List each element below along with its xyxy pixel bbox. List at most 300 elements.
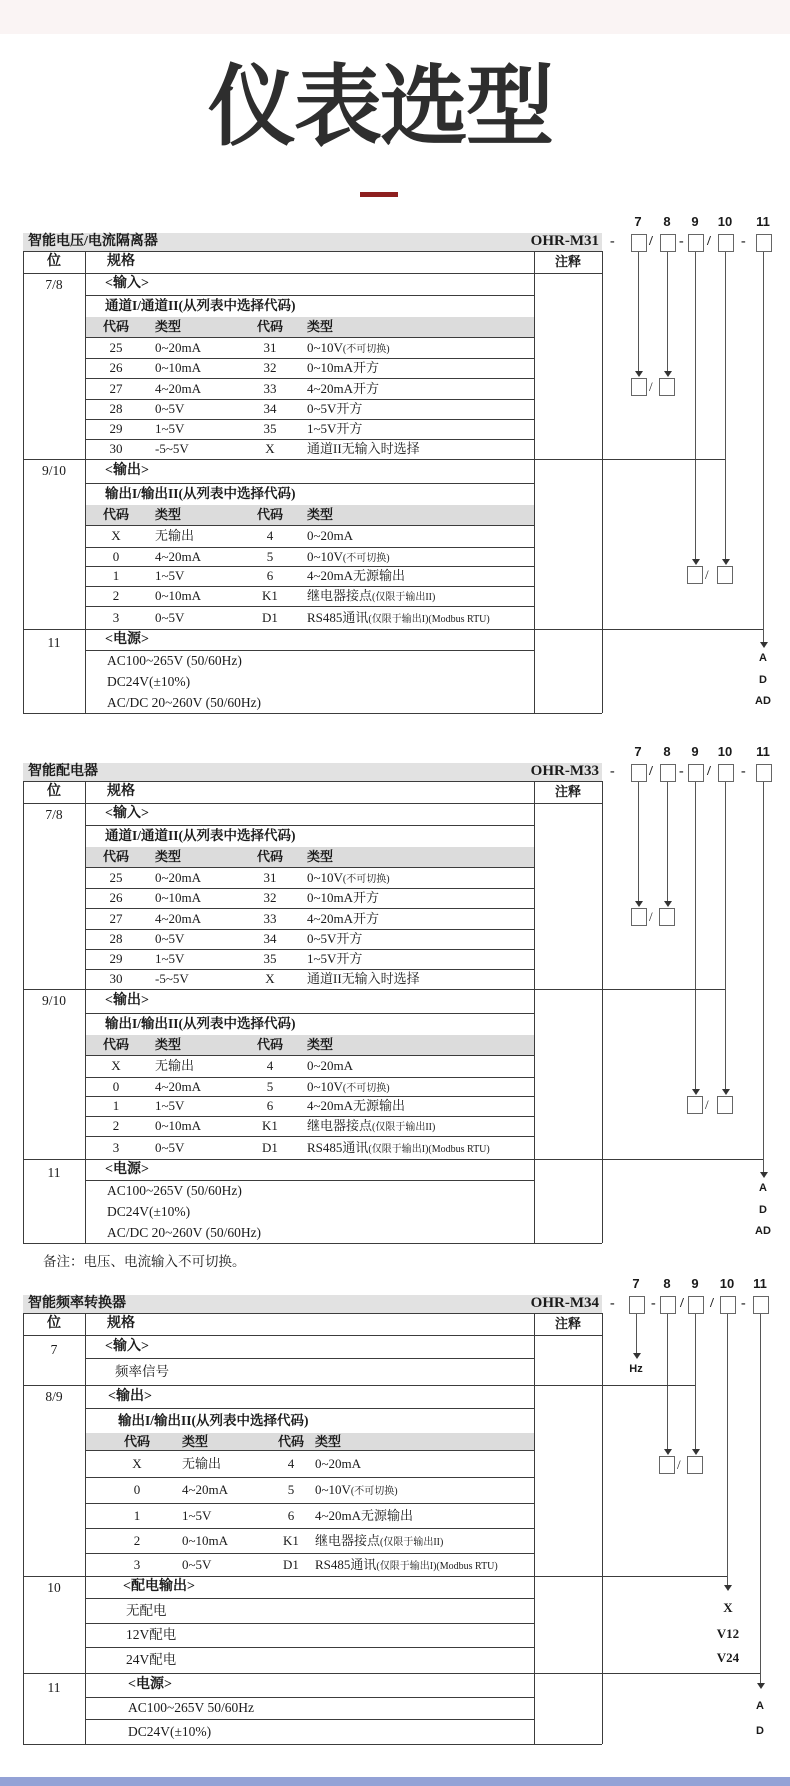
digit-label: 7 [632, 1276, 640, 1291]
code-cell: 3 [112, 610, 120, 625]
rule-line [602, 251, 603, 713]
section-title: <输出> [105, 993, 149, 1008]
rule-line [602, 1313, 603, 1744]
type-cell: 无输出 [155, 528, 195, 543]
type-cell: 4~20mA无源输出 [307, 1098, 406, 1113]
answer-code-letter: AD [755, 695, 771, 707]
section-pos: 11 [47, 635, 61, 650]
rule-line [23, 1673, 602, 1674]
section-subtitle: 通道I/通道II(从列表中选择代码) [105, 828, 296, 843]
code-separator: - [610, 234, 615, 249]
type-cell: 4~20mA无源输出 [315, 1508, 414, 1523]
section-subtitle: 输出I/输出II(从列表中选择代码) [105, 486, 296, 501]
code-cell: 31 [263, 870, 277, 885]
code-cell: K1 [262, 588, 278, 603]
pointer-line [638, 252, 639, 371]
pointer-line [667, 782, 668, 901]
section-leader-line [602, 989, 725, 990]
arrow-down-icon [760, 1172, 768, 1178]
rule-line [23, 1744, 602, 1745]
pair-slash: / [705, 567, 709, 582]
code-cell: K1 [283, 1533, 299, 1548]
code-cell: K1 [262, 1118, 278, 1133]
code-header-cell: 类型 [307, 849, 334, 864]
code-separator: / [649, 764, 653, 779]
code-cell: 2 [112, 1118, 120, 1133]
type-cell: 0~10V(不可切换) [315, 1482, 398, 1497]
code-cell: 3 [133, 1557, 141, 1572]
type-cell: 0~5V [155, 931, 185, 946]
code-separator: / [707, 764, 711, 779]
pointer-line [695, 782, 696, 1089]
option-row: AC100~265V 50/60Hz [128, 1700, 254, 1715]
digit-label: 10 [717, 744, 733, 759]
answer-code-letter: A [759, 652, 767, 664]
pair-slash: / [649, 909, 653, 924]
type-cell: 4~20mA无源输出 [307, 568, 406, 583]
code-cell: D1 [262, 610, 278, 625]
code-cell: 28 [109, 401, 123, 416]
section-title: <电源> [105, 632, 149, 647]
code-cell: 1 [112, 1098, 120, 1113]
code-separator: - [741, 1296, 746, 1311]
arrow-down-icon [635, 901, 643, 907]
code-box [688, 234, 704, 252]
option-row: 24V配电 [126, 1652, 177, 1667]
code-cell: 28 [109, 931, 123, 946]
type-cell: 继电器接点(仅限于输出II) [307, 588, 436, 603]
type-cell: 0~20mA [155, 340, 202, 355]
rule-line [85, 1647, 534, 1648]
type-cell: 0~10mA [155, 360, 202, 375]
code-cell: 35 [263, 421, 277, 436]
code-box [756, 234, 772, 252]
code-box [659, 1456, 675, 1474]
code-box [756, 764, 772, 782]
pointer-line [695, 252, 696, 559]
type-cell: 1~5V [155, 421, 185, 436]
code-cell: 34 [263, 931, 277, 946]
type-cell: 0~10mA开方 [307, 890, 380, 905]
pointer-line [667, 1314, 668, 1449]
pointer-line [695, 1314, 696, 1449]
type-cell: RS485通讯(仅限于输出I)(Modbus RTU) [307, 610, 490, 625]
code-header-cell: 类型 [155, 319, 182, 334]
col-header-spec: 规格 [107, 1316, 135, 1331]
code-box [631, 234, 647, 252]
code-box [660, 764, 676, 782]
product-name: 智能电压/电流隔离器 [28, 234, 158, 249]
col-header-pos: 位 [47, 784, 61, 799]
code-separator: - [610, 1296, 615, 1311]
digit-label: 9 [691, 744, 699, 759]
arrow-down-icon [692, 1449, 700, 1455]
note-text: 备注：电压、电流输入不可切换。 [43, 1254, 246, 1269]
digit-label: 11 [753, 1276, 767, 1291]
option-row: DC24V(±10%) [107, 674, 191, 689]
answer-code-letter: A [759, 1182, 767, 1194]
product-bar [23, 233, 602, 251]
code-box [631, 378, 647, 396]
code-header-cell: 类型 [315, 1434, 342, 1449]
code-cell: 25 [109, 870, 123, 885]
arrow-down-icon [664, 371, 672, 377]
type-cell: 0~10V(不可切换) [307, 870, 390, 885]
code-cell: 6 [287, 1508, 295, 1523]
code-cell: D1 [283, 1557, 299, 1572]
code-separator: - [651, 1296, 656, 1311]
col-header-pos: 位 [47, 254, 61, 269]
arrow-down-icon [635, 371, 643, 377]
arrow-down-icon [633, 1353, 641, 1359]
option-row: 频率信号 [115, 1364, 169, 1379]
option-row: 无配电 [126, 1603, 167, 1618]
type-cell: 0~5V开方 [307, 401, 363, 416]
section-title: <输出> [108, 1389, 152, 1404]
type-cell: 4~20mA开方 [307, 911, 380, 926]
pointer-line [725, 252, 726, 559]
section-leader-line [602, 1385, 695, 1386]
code-header-cell: 类型 [155, 507, 182, 522]
section-pos: 9/10 [41, 463, 66, 478]
option-row: AC/DC 20~260V (50/60Hz) [107, 695, 262, 710]
code-cell: 30 [109, 441, 123, 456]
code-cell: 33 [263, 911, 277, 926]
arrow-down-icon [757, 1683, 765, 1689]
section-leader-line [602, 1159, 763, 1160]
code-cell: 32 [263, 890, 277, 905]
section-pos: 10 [47, 1580, 61, 1595]
code-box [629, 1296, 645, 1314]
section-subtitle: 输出I/输出II(从列表中选择代码) [118, 1413, 309, 1428]
code-cell: X [111, 528, 121, 543]
code-box [688, 1296, 704, 1314]
digit-label: 8 [663, 214, 671, 229]
digit-label: 7 [634, 214, 642, 229]
answer-code-letter: D [759, 1204, 767, 1216]
type-cell: 0~10mA [155, 890, 202, 905]
type-cell: 1~5V开方 [307, 951, 363, 966]
code-cell: 2 [133, 1533, 141, 1548]
code-header-cell: 代码 [277, 1434, 304, 1449]
col-header-pos: 位 [47, 1316, 61, 1331]
pointer-line [667, 252, 668, 371]
type-cell: 0~5V [182, 1557, 212, 1572]
product-model: OHR-M33 [530, 763, 599, 779]
option-row: DC24V(±10%) [128, 1724, 212, 1739]
digit-label: 9 [691, 214, 699, 229]
type-cell: RS485通讯(仅限于输出I)(Modbus RTU) [315, 1557, 498, 1572]
pair-slash: / [677, 1457, 681, 1472]
page-title: 仪表选型 [207, 55, 552, 158]
digit-label: 8 [663, 1276, 671, 1291]
product-model: OHR-M34 [530, 1295, 599, 1311]
section-subtitle: 输出I/输出II(从列表中选择代码) [105, 1016, 296, 1031]
code-header-cell: 类型 [155, 1037, 182, 1052]
col-header-note: 注释 [554, 784, 581, 799]
type-cell: 1~5V [182, 1508, 212, 1523]
type-cell: 4~20mA [155, 549, 202, 564]
code-separator: / [707, 234, 711, 249]
rule-line [23, 713, 602, 714]
code-header-cell: 代码 [256, 319, 283, 334]
code-header-cell: 类型 [155, 849, 182, 864]
type-cell: 0~20mA [307, 528, 354, 543]
code-box [687, 1096, 703, 1114]
digit-label: 10 [719, 1276, 735, 1291]
code-cell: 30 [109, 971, 123, 986]
code-separator: / [680, 1296, 684, 1311]
pointer-line [725, 782, 726, 1089]
code-cell: 26 [109, 360, 123, 375]
pointer-line [763, 782, 764, 1172]
code-box [718, 764, 734, 782]
type-cell: 0~10mA [155, 1118, 202, 1133]
section-title: <输入> [105, 1339, 149, 1354]
type-cell: 4~20mA [155, 381, 202, 396]
section-pos: 7 [50, 1342, 58, 1357]
code-box [753, 1296, 769, 1314]
pair-slash: / [649, 379, 653, 394]
code-header-cell: 代码 [102, 1037, 129, 1052]
type-cell: 无输出 [155, 1058, 195, 1073]
code-header-cell: 类型 [307, 319, 334, 334]
code-cell: 35 [263, 951, 277, 966]
section-pos: 11 [47, 1165, 61, 1180]
code-cell: 0 [112, 549, 120, 564]
pointer-line [636, 1314, 637, 1353]
code-cell: X [265, 971, 275, 986]
pointer-line [638, 782, 639, 901]
code-cell: 3 [112, 1140, 120, 1155]
type-cell: -5~5V [155, 971, 189, 986]
code-cell: 0 [112, 1079, 120, 1094]
type-cell: 1~5V开方 [307, 421, 363, 436]
digit-label: 10 [717, 214, 733, 229]
code-cell: X [265, 441, 275, 456]
code-separator: - [741, 764, 746, 779]
code-box [659, 378, 675, 396]
section-title: <输入> [105, 806, 149, 821]
code-header-cell: 类型 [307, 507, 334, 522]
type-cell: 0~5V开方 [307, 931, 363, 946]
arrow-down-icon [664, 901, 672, 907]
answer-code-letter: V24 [716, 1650, 740, 1665]
pointer-line [763, 252, 764, 642]
type-cell: 1~5V [155, 1098, 185, 1113]
product-bar [23, 1295, 602, 1313]
rule-line [23, 1243, 602, 1244]
section-pos: 9/10 [41, 993, 66, 1008]
code-box [717, 1096, 733, 1114]
code-box [660, 1296, 676, 1314]
arrow-down-icon [722, 559, 730, 565]
digit-label: 9 [691, 1276, 699, 1291]
code-cell: 4 [266, 1058, 274, 1073]
section-pos: 8/9 [45, 1389, 63, 1404]
option-row: DC24V(±10%) [107, 1204, 191, 1219]
type-cell: -5~5V [155, 441, 189, 456]
type-cell: 0~20mA [307, 1058, 354, 1073]
option-row: AC100~265V (50/60Hz) [107, 1183, 242, 1198]
code-box [659, 908, 675, 926]
type-cell: 0~10mA开方 [307, 360, 380, 375]
code-cell: 2 [112, 588, 120, 603]
code-header-cell: 代码 [256, 507, 283, 522]
digit-label: 8 [663, 744, 671, 759]
code-cell: 0 [133, 1482, 141, 1497]
code-cell: 4 [287, 1456, 295, 1471]
code-box [631, 764, 647, 782]
arrow-down-icon [664, 1449, 672, 1455]
type-cell: 无输出 [182, 1456, 222, 1471]
col-header-spec: 规格 [107, 254, 135, 269]
digit-label: 11 [756, 744, 770, 759]
answer-code-letter: X [723, 1600, 733, 1615]
arrow-down-icon [760, 642, 768, 648]
rule-line [534, 1313, 535, 1744]
code-cell: 1 [112, 568, 120, 583]
pointer-line [727, 1314, 728, 1585]
code-box [687, 1456, 703, 1474]
type-cell: 4~20mA [155, 911, 202, 926]
selection-table [23, 233, 602, 713]
type-cell: 0~5V [155, 610, 185, 625]
code-cell: 34 [263, 401, 277, 416]
type-cell: 0~10mA [182, 1533, 229, 1548]
code-header-cell: 类型 [182, 1434, 209, 1449]
section-leader-line [602, 459, 725, 460]
section-leader-line [602, 1576, 727, 1577]
digit-label: 11 [756, 214, 770, 229]
type-cell: 0~10mA [155, 588, 202, 603]
type-cell: 4~20mA [155, 1079, 202, 1094]
option-row: 12V配电 [126, 1627, 177, 1642]
answer-code-letter: V12 [716, 1626, 740, 1641]
code-cell: 5 [266, 549, 274, 564]
code-cell: 6 [266, 568, 274, 583]
section-pos: 7/8 [45, 807, 63, 822]
type-cell: 0~5V [155, 401, 185, 416]
product-bar [23, 763, 602, 781]
code-cell: D1 [262, 1140, 278, 1155]
code-header-cell: 代码 [256, 849, 283, 864]
product-name: 智能配电器 [28, 764, 98, 779]
code-cell: 27 [109, 911, 123, 926]
code-cell: 5 [266, 1079, 274, 1094]
code-box [717, 566, 733, 584]
col-header-note: 注释 [554, 254, 581, 269]
code-cell: 33 [263, 381, 277, 396]
section-leader-line [602, 629, 763, 630]
product-model: OHR-M31 [530, 233, 599, 249]
type-cell: RS485通讯(仅限于输出I)(Modbus RTU) [307, 1140, 490, 1155]
code-box [631, 908, 647, 926]
pair-slash: / [705, 1097, 709, 1112]
code-header-cell: 代码 [256, 1037, 283, 1052]
footer-bar [0, 1777, 790, 1786]
code-cell: X [132, 1456, 142, 1471]
col-header-spec: 规格 [107, 784, 135, 799]
code-separator: - [679, 234, 684, 249]
code-box [660, 234, 676, 252]
section-pos: 11 [47, 1680, 61, 1695]
code-cell: 29 [109, 421, 123, 436]
code-cell: 4 [266, 528, 274, 543]
section-title: <电源> [128, 1677, 172, 1692]
type-cell: 0~10V(不可切换) [307, 1079, 390, 1094]
digit-label: 7 [634, 744, 642, 759]
type-cell: 4~20mA开方 [307, 381, 380, 396]
code-separator: / [710, 1296, 714, 1311]
code-cell: 32 [263, 360, 277, 375]
code-separator: - [679, 764, 684, 779]
rule-line [534, 251, 535, 713]
code-box [718, 234, 734, 252]
rule-line [534, 781, 535, 1243]
code-cell: 6 [266, 1098, 274, 1113]
selection-table [23, 763, 602, 1243]
rule-line [85, 1623, 534, 1624]
code-cell: 25 [109, 340, 123, 355]
code-separator: - [610, 764, 615, 779]
col-header-note: 注释 [554, 1316, 581, 1331]
code-cell: 26 [109, 890, 123, 905]
section-subtitle: 通道I/通道II(从列表中选择代码) [105, 298, 296, 313]
code-cell: 31 [263, 340, 277, 355]
selection-table [23, 1295, 602, 1744]
type-cell: 通道II无输入时选择 [307, 971, 420, 986]
type-cell: 0~10V(不可切换) [307, 549, 390, 564]
answer-code-letter: A [756, 1700, 764, 1712]
code-box [688, 764, 704, 782]
type-cell: 0~20mA [315, 1456, 362, 1471]
arrow-down-icon [692, 1089, 700, 1095]
code-header-cell: 类型 [307, 1037, 334, 1052]
code-cell: 27 [109, 381, 123, 396]
section-pos: 7/8 [45, 277, 63, 292]
code-separator: / [649, 234, 653, 249]
type-cell: 通道II无输入时选择 [307, 441, 420, 456]
answer-code-letter: D [756, 1725, 764, 1737]
section-leader-line [602, 1673, 760, 1674]
section-title: <电源> [105, 1162, 149, 1177]
code-cell: X [111, 1058, 121, 1073]
rule-line [23, 1576, 602, 1577]
code-box [720, 1296, 736, 1314]
answer-code-letter: AD [755, 1225, 771, 1237]
type-cell: 0~10V(不可切换) [307, 340, 390, 355]
product-name: 智能频率转换器 [28, 1296, 126, 1311]
type-cell: 继电器接点(仅限于输出II) [315, 1533, 444, 1548]
arrow-down-icon [692, 559, 700, 565]
answer-code-letter: Hz [629, 1363, 643, 1375]
answer-code-letter: D [759, 674, 767, 686]
type-cell: 继电器接点(仅限于输出II) [307, 1118, 436, 1133]
code-box [687, 566, 703, 584]
type-cell: 1~5V [155, 568, 185, 583]
code-separator: - [741, 234, 746, 249]
code-header-cell: 代码 [102, 507, 129, 522]
type-cell: 1~5V [155, 951, 185, 966]
section-title: <输出> [105, 463, 149, 478]
arrow-down-icon [724, 1585, 732, 1591]
rule-line [602, 781, 603, 1243]
type-cell: 0~20mA [155, 870, 202, 885]
code-header-cell: 代码 [123, 1434, 150, 1449]
option-row: AC100~265V (50/60Hz) [107, 653, 242, 668]
type-cell: 4~20mA [182, 1482, 229, 1497]
